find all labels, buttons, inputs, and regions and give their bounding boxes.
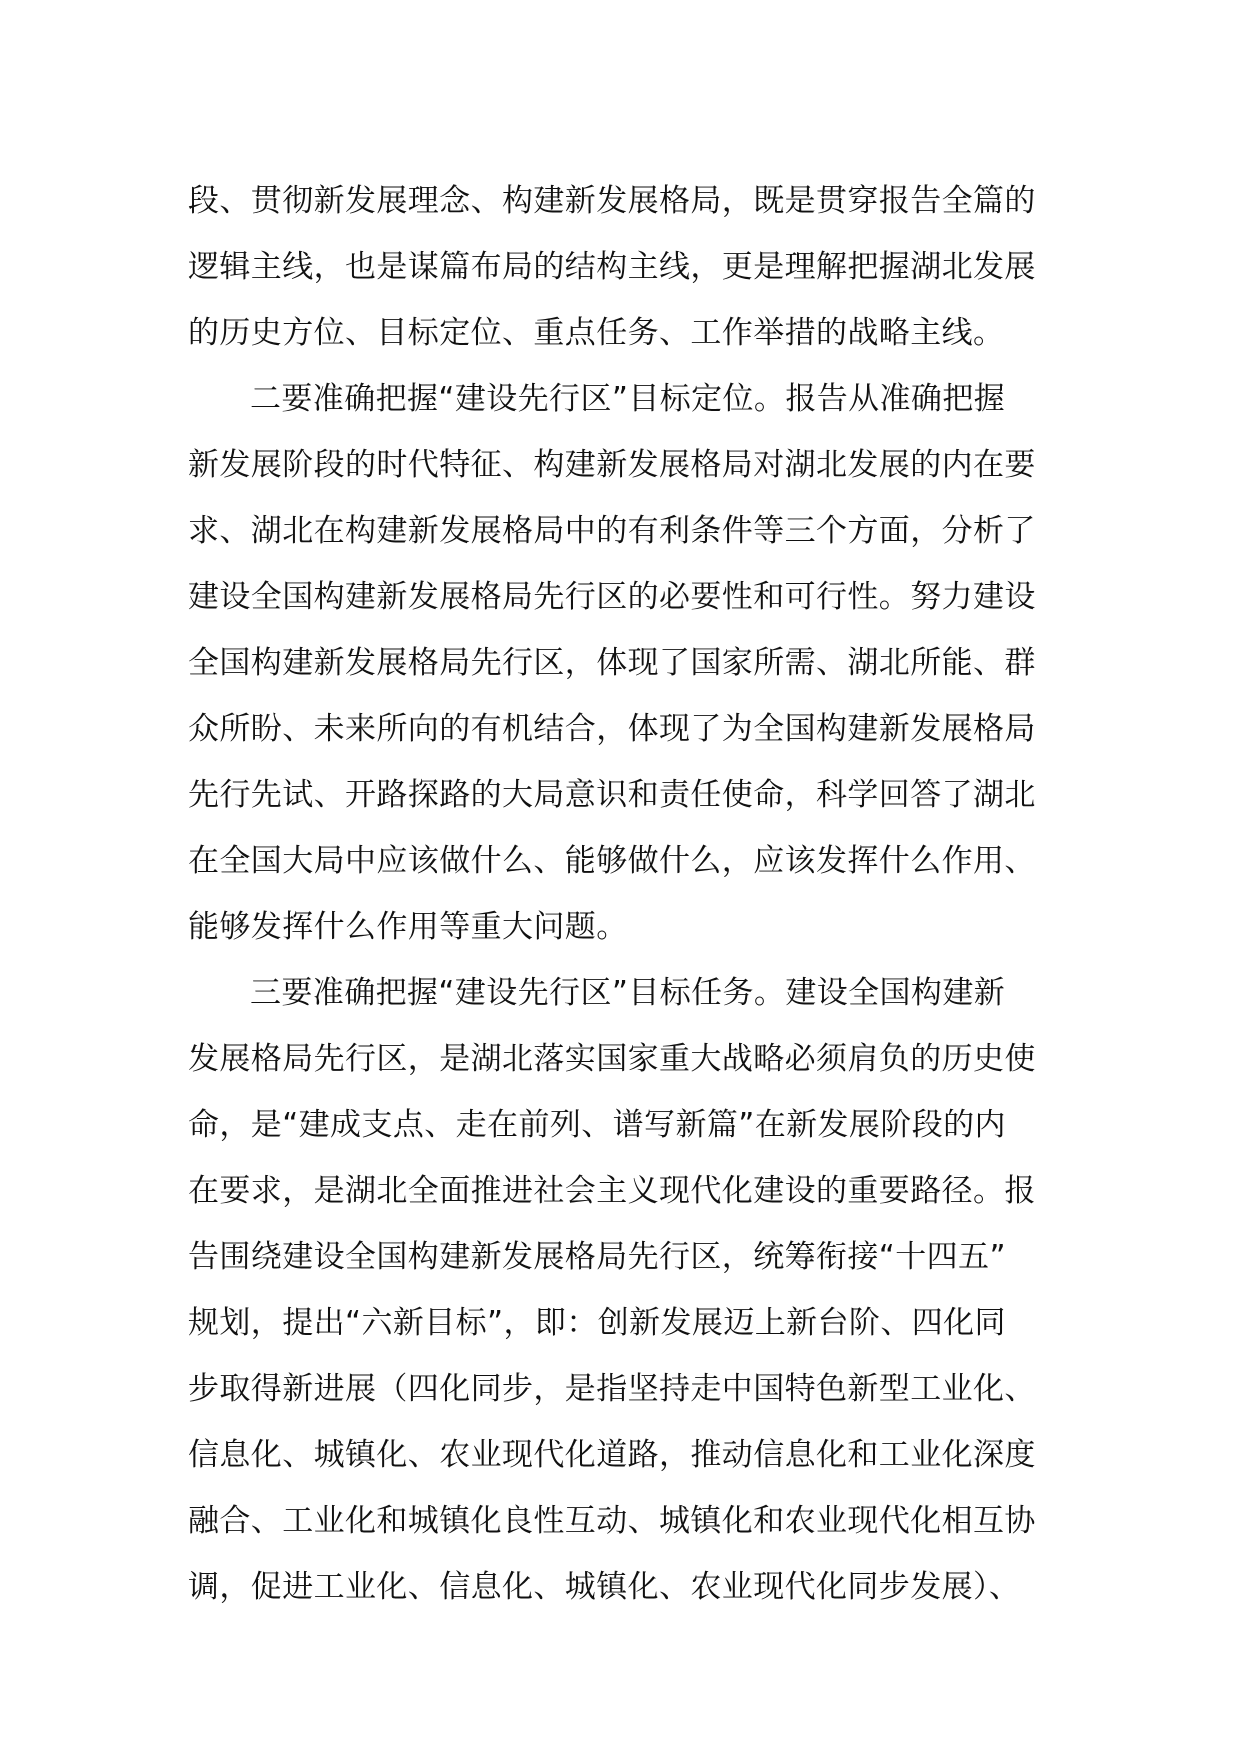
text-line: 规划，提出“六新目标”，即：创新发展迈上新台阶、四化同	[188, 1305, 1006, 1341]
text-line: 求、湖北在构建新发展格局中的有利条件等三个方面，分析了	[188, 513, 1036, 549]
text-line: 发展格局先行区，是湖北落实国家重大战略必须肩负的历史使	[188, 1041, 1036, 1077]
text-line: 告围绕建设全国构建新发展格局先行区，统筹衔接“十四五”	[188, 1239, 1006, 1275]
text-line: 全国构建新发展格局先行区，体现了国家所需、湖北所能、群	[188, 645, 1036, 681]
paragraph-start-line: 三要准确把握“建设先行区”目标任务。建设全国构建新	[250, 975, 1006, 1011]
text-line: 在要求，是湖北全面推进社会主义现代化建设的重要路径。报	[188, 1173, 1036, 1209]
paragraph-start-line: 二要准确把握“建设先行区”目标定位。报告从准确把握	[250, 381, 1006, 417]
text-line: 新发展阶段的时代特征、构建新发展格局对湖北发展的内在要	[188, 447, 1036, 483]
text-line: 逻辑主线，也是谋篇布局的结构主线，更是理解把握湖北发展	[188, 249, 1036, 285]
text-line: 在全国大局中应该做什么、能够做什么，应该发挥什么作用、	[188, 843, 1036, 879]
text-line: 步取得新进展（四化同步，是指坚持走中国特色新型工业化、	[188, 1371, 1036, 1407]
text-line: 众所盼、未来所向的有机结合，体现了为全国构建新发展格局	[188, 711, 1036, 747]
text-line: 段、贯彻新发展理念、构建新发展格局，既是贯穿报告全篇的	[188, 183, 1036, 219]
text-line: 先行先试、开路探路的大局意识和责任使命，科学回答了湖北	[188, 777, 1036, 813]
text-line: 融合、工业化和城镇化良性互动、城镇化和农业现代化相互协	[188, 1503, 1036, 1539]
text-line: 的历史方位、目标定位、重点任务、工作举措的战略主线。	[188, 315, 1005, 351]
text-line: 建设全国构建新发展格局先行区的必要性和可行性。努力建设	[188, 579, 1036, 615]
text-line: 信息化、城镇化、农业现代化道路，推动信息化和工业化深度	[188, 1437, 1036, 1473]
body-text	[188, 168, 1068, 1620]
text-line: 能够发挥什么作用等重大问题。	[188, 909, 628, 945]
text-line: 命，是“建成支点、走在前列、谱写新篇”在新发展阶段的内	[188, 1107, 1006, 1143]
text-line: 调，促进工业化、信息化、城镇化、农业现代化同步发展）、	[188, 1569, 1021, 1605]
